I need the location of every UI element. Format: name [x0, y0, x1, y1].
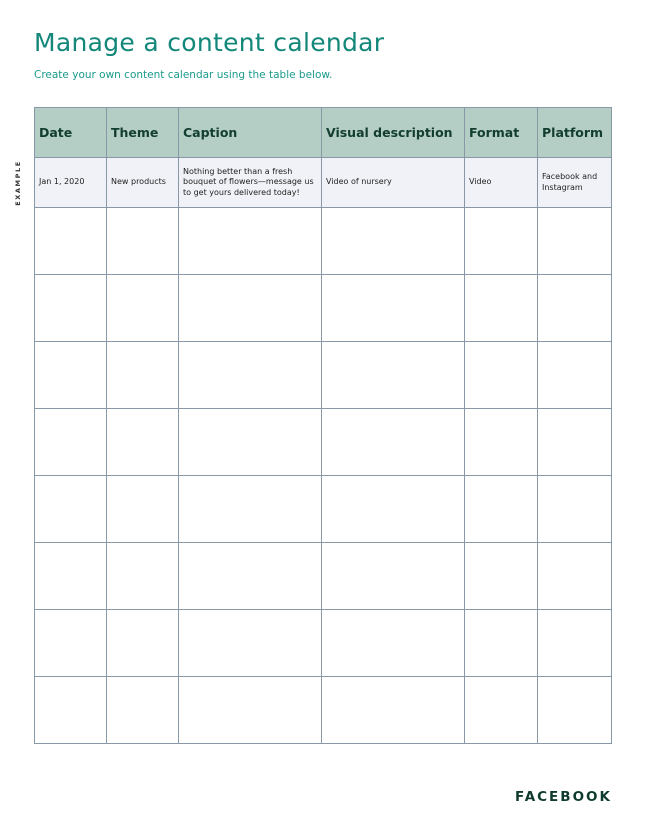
- empty-format-cell[interactable]: [465, 677, 538, 744]
- table-body: [35, 158, 612, 744]
- empty-caption-cell[interactable]: [179, 342, 322, 409]
- page-title: Manage a content calendar: [34, 28, 385, 57]
- empty-theme-cell[interactable]: [107, 476, 179, 543]
- table-row: [35, 275, 612, 342]
- example-theme-cell: New products: [107, 158, 179, 208]
- empty-theme-cell[interactable]: [107, 610, 179, 677]
- empty-caption-cell[interactable]: [179, 677, 322, 744]
- empty-date-cell[interactable]: [35, 275, 107, 342]
- table-row: [35, 543, 612, 610]
- empty-format-cell[interactable]: [465, 476, 538, 543]
- empty-format-cell[interactable]: [465, 342, 538, 409]
- empty-visual-description-cell[interactable]: [322, 677, 465, 744]
- empty-theme-cell[interactable]: [107, 409, 179, 476]
- empty-visual-description-cell[interactable]: [322, 476, 465, 543]
- empty-format-cell[interactable]: [465, 208, 538, 275]
- empty-visual-description-cell[interactable]: [322, 208, 465, 275]
- empty-theme-cell[interactable]: [107, 543, 179, 610]
- table-row: [35, 677, 612, 744]
- empty-platform-cell[interactable]: [538, 610, 612, 677]
- table-row: [35, 610, 612, 677]
- column-header-caption: Caption: [179, 108, 322, 158]
- empty-theme-cell[interactable]: [107, 342, 179, 409]
- column-header-date: Date: [35, 108, 107, 158]
- empty-platform-cell[interactable]: [538, 543, 612, 610]
- empty-caption-cell[interactable]: [179, 476, 322, 543]
- empty-date-cell[interactable]: [35, 677, 107, 744]
- table-header-row: [35, 108, 612, 158]
- example-row: [35, 158, 612, 208]
- example-date-cell: Jan 1, 2020: [35, 158, 107, 208]
- empty-caption-cell[interactable]: [179, 543, 322, 610]
- facebook-logo: FACEBOOK: [515, 789, 612, 805]
- empty-date-cell[interactable]: [35, 476, 107, 543]
- empty-format-cell[interactable]: [465, 543, 538, 610]
- empty-date-cell[interactable]: [35, 610, 107, 677]
- example-format-cell: Video: [465, 158, 538, 208]
- empty-visual-description-cell[interactable]: [322, 610, 465, 677]
- example-visual-description-cell: Video of nursery: [322, 158, 465, 208]
- column-header-format: Format: [465, 108, 538, 158]
- empty-date-cell[interactable]: [35, 208, 107, 275]
- table-row: [35, 342, 612, 409]
- column-header-theme: Theme: [107, 108, 179, 158]
- page-subtitle: Create your own content calendar using the table below.: [34, 69, 333, 81]
- empty-format-cell[interactable]: [465, 409, 538, 476]
- empty-visual-description-cell[interactable]: [322, 543, 465, 610]
- empty-theme-cell[interactable]: [107, 275, 179, 342]
- empty-format-cell[interactable]: [465, 275, 538, 342]
- empty-caption-cell[interactable]: [179, 610, 322, 677]
- empty-platform-cell[interactable]: [538, 208, 612, 275]
- empty-caption-cell[interactable]: [179, 409, 322, 476]
- column-header-platform: Platform: [538, 108, 612, 158]
- empty-platform-cell[interactable]: [538, 342, 612, 409]
- example-caption-cell: Nothing better than a fresh bouquet of flowers—message us to get yours delivered today!: [179, 158, 322, 208]
- empty-caption-cell[interactable]: [179, 208, 322, 275]
- column-header-visual-description: Visual description: [322, 108, 465, 158]
- empty-caption-cell[interactable]: [179, 275, 322, 342]
- empty-platform-cell[interactable]: [538, 677, 612, 744]
- empty-theme-cell[interactable]: [107, 208, 179, 275]
- empty-date-cell[interactable]: [35, 543, 107, 610]
- empty-platform-cell[interactable]: [538, 476, 612, 543]
- example-platform-cell: Facebook and Instagram: [538, 158, 612, 208]
- empty-date-cell[interactable]: [35, 342, 107, 409]
- empty-platform-cell[interactable]: [538, 275, 612, 342]
- content-calendar-table: [34, 107, 612, 744]
- table-row: [35, 409, 612, 476]
- example-row-label: EXAMPLE: [14, 160, 22, 206]
- empty-date-cell[interactable]: [35, 409, 107, 476]
- table-row: [35, 208, 612, 275]
- empty-format-cell[interactable]: [465, 610, 538, 677]
- empty-theme-cell[interactable]: [107, 677, 179, 744]
- empty-visual-description-cell[interactable]: [322, 275, 465, 342]
- table-row: [35, 476, 612, 543]
- empty-visual-description-cell[interactable]: [322, 342, 465, 409]
- empty-platform-cell[interactable]: [538, 409, 612, 476]
- empty-visual-description-cell[interactable]: [322, 409, 465, 476]
